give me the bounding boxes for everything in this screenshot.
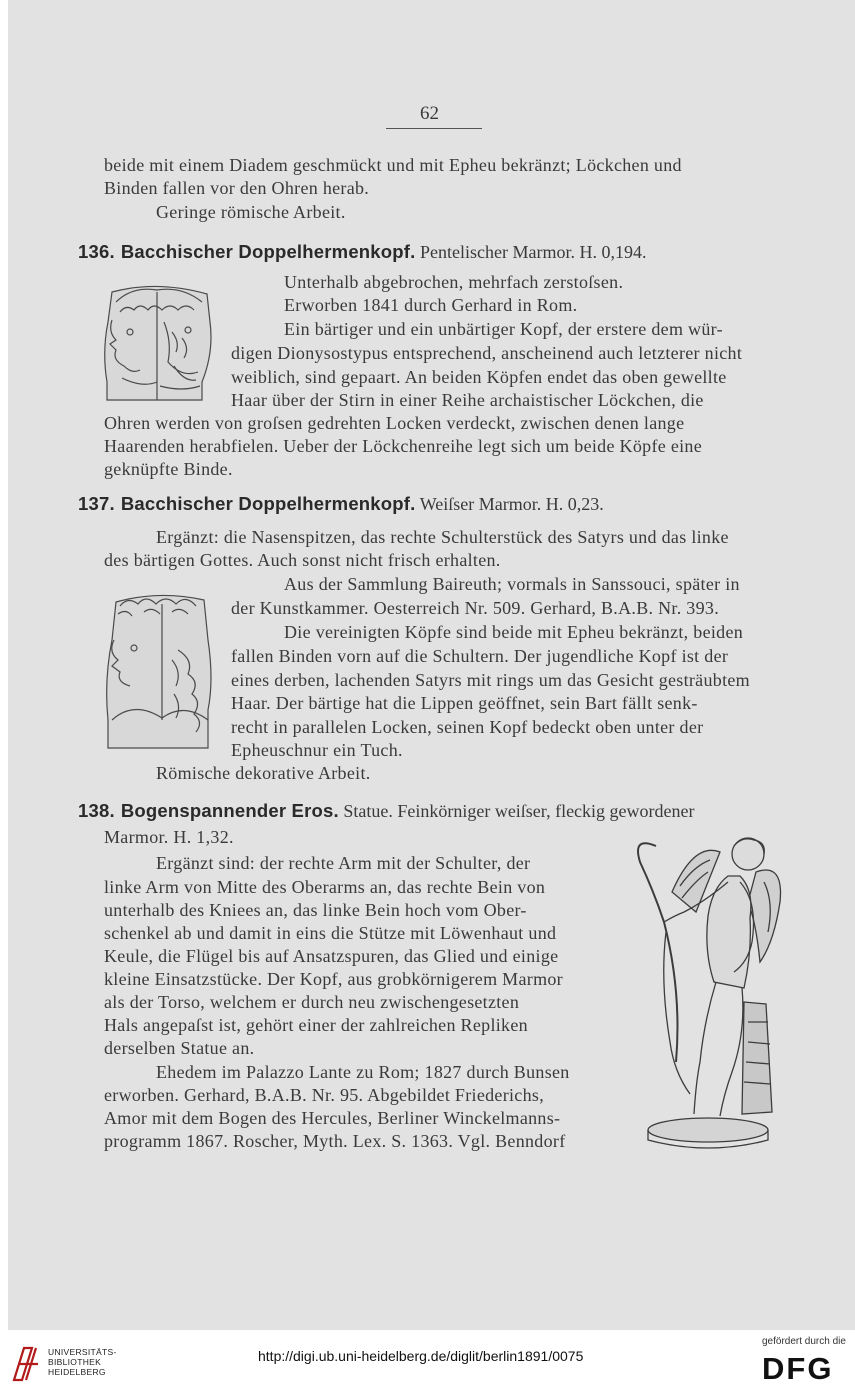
page-number-rule xyxy=(386,128,482,129)
intro-line: Geringe römische Arbeit. xyxy=(156,202,346,222)
intro-line: Binden fallen vor den Ohren herab. xyxy=(104,178,370,198)
entry-line: Amor mit dem Bogen des Hercules, Berliner Winckelmanns- xyxy=(104,1108,561,1128)
entry-line: geknüpfte Binde. xyxy=(104,459,233,479)
entry-line: Ergänzt: die Nasenspitzen, das rechte Schulterstück des Satyrs und das linke xyxy=(156,527,729,547)
eros-statue-illustration xyxy=(624,832,790,1150)
entry-line: unterhalb des Kniees an, das linke Bein hoch vom Ober- xyxy=(104,900,527,920)
entry-line: derselben Statue an. xyxy=(104,1038,255,1058)
entry-line: Ehedem im Palazzo Lante zu Rom; 1827 durch Bunsen xyxy=(156,1062,570,1082)
entry-line: Haarenden herabfielen. Ueber der Löckchenreihe legt sich um beide Köpfe eine xyxy=(104,436,703,456)
intro-line: beide mit einem Diadem geschmückt und mit Epheu bekränzt; Löckchen und xyxy=(104,155,682,175)
entry-number: 136. xyxy=(78,241,115,262)
entry-subtitle: Statue. Feinkörniger weiſser, fleckig gewordener xyxy=(343,801,695,821)
entry-line: als der Torso, welchem er durch neu zwischengesetzten xyxy=(104,992,520,1012)
footer-bar xyxy=(0,1330,855,1393)
entry-line: erworben. Gerhard, B.A.B. Nr. 95. Abgebildet Friederichs, xyxy=(104,1085,545,1105)
dfg-logo: DFG xyxy=(762,1351,834,1386)
library-name-line: BIBLIOTHEK xyxy=(48,1357,102,1367)
entry-line: Erworben 1841 durch Gerhard in Rom. xyxy=(284,295,578,315)
entry-title: Bogenspannender Eros. xyxy=(120,800,339,821)
entry-line: des bärtigen Gottes. Auch sonst nicht frisch erhalten. xyxy=(104,550,501,570)
entry-number: 137. xyxy=(78,493,115,514)
entry-line: Aus der Sammlung Baireuth; vormals in Sanssouci, später in xyxy=(284,574,740,594)
double-herm-head-illustration xyxy=(102,282,217,402)
entry-line: Ohren werden von groſsen gedrehten Locken verdeckt, zwischen denen lange xyxy=(104,413,685,433)
entry-line: Hals angepaſst ist, gehört einer der zahlreichen Repliken xyxy=(104,1015,528,1035)
entry-subtitle: Weiſser Marmor. H. 0,23. xyxy=(419,494,604,514)
entry-subtitle: Pentelischer Marmor. H. 0,194. xyxy=(420,242,647,262)
source-url-link[interactable]: http://digi.ub.uni-heidelberg.de/diglit/berlin1891/0075 xyxy=(258,1348,584,1364)
entry-line: Unterhalb abgebrochen, mehrfach zerstoſsen. xyxy=(284,272,624,292)
entry-line: recht in parallelen Locken, seinen Kopf bedeckt oben unter der xyxy=(231,717,704,737)
entry-title: Bacchischer Doppelhermenkopf. xyxy=(120,241,416,262)
library-name-line: UNIVERSITÄTS- xyxy=(48,1347,117,1357)
funded-by-label: gefördert durch die xyxy=(762,1336,846,1347)
page-number: 62 xyxy=(420,103,439,124)
entry-line: Ergänzt sind: der rechte Arm mit der Schulter, der xyxy=(156,853,531,873)
entry-line: Epheuschnur ein Tuch. xyxy=(231,740,403,760)
entry-line: programm 1867. Roscher, Myth. Lex. S. 1363. Vgl. Benndorf xyxy=(104,1131,566,1151)
entry-line: linke Arm von Mitte des Oberarms an, das rechte Bein von xyxy=(104,877,546,897)
entry-line: Ein bärtiger und ein unbärtiger Kopf, der erstere dem wür- xyxy=(284,319,723,339)
entry-heading-137 xyxy=(78,492,604,516)
entry-line: eines derben, lachenden Satyrs mit rings um das Gesicht gesträubtem xyxy=(231,670,750,690)
double-herm-head-satyr-illustration xyxy=(104,590,216,750)
library-name-line: HEIDELBERG xyxy=(48,1367,106,1377)
entry-line: weiblich, sind gepaart. An beiden Köpfen endet das oben gewellte xyxy=(231,367,727,387)
entry-line: kleine Einsatzstücke. Der Kopf, aus grobkörnigerem Marmor xyxy=(104,969,563,989)
entry-line: digen Dionysostypus entsprechend, anscheinend auch letzterer nicht xyxy=(231,343,743,363)
entry-line: Haar über der Stirn in einer Reihe archaistischer Löckchen, die xyxy=(231,390,704,410)
entry-line: Die vereinigten Köpfe sind beide mit Epheu bekränzt, beiden xyxy=(284,622,744,642)
entry-line: fallen Binden vorn auf die Schultern. Der jugendliche Kopf ist der xyxy=(231,646,729,666)
entry-heading-138 xyxy=(78,799,695,823)
entry-title: Bacchischer Doppelhermenkopf. xyxy=(120,493,416,514)
entry-line: schenkel ab und damit in eins die Stütze mit Löwenhaut und xyxy=(104,923,557,943)
entry-line: Haar. Der bärtige hat die Lippen geöffnet, sein Bart fällt senk- xyxy=(231,693,698,713)
entry-heading-136 xyxy=(78,240,646,264)
entry-line: Römische dekorative Arbeit. xyxy=(156,763,371,783)
entry-line: Marmor. H. 1,32. xyxy=(104,827,234,847)
entry-number: 138. xyxy=(78,800,115,821)
entry-line: der Kunstkammer. Oesterreich Nr. 509. Gerhard, B.A.B. Nr. 393. xyxy=(231,598,719,618)
entry-line: Keule, die Flügel bis auf Ansatzspuren, das Glied und einige xyxy=(104,946,559,966)
